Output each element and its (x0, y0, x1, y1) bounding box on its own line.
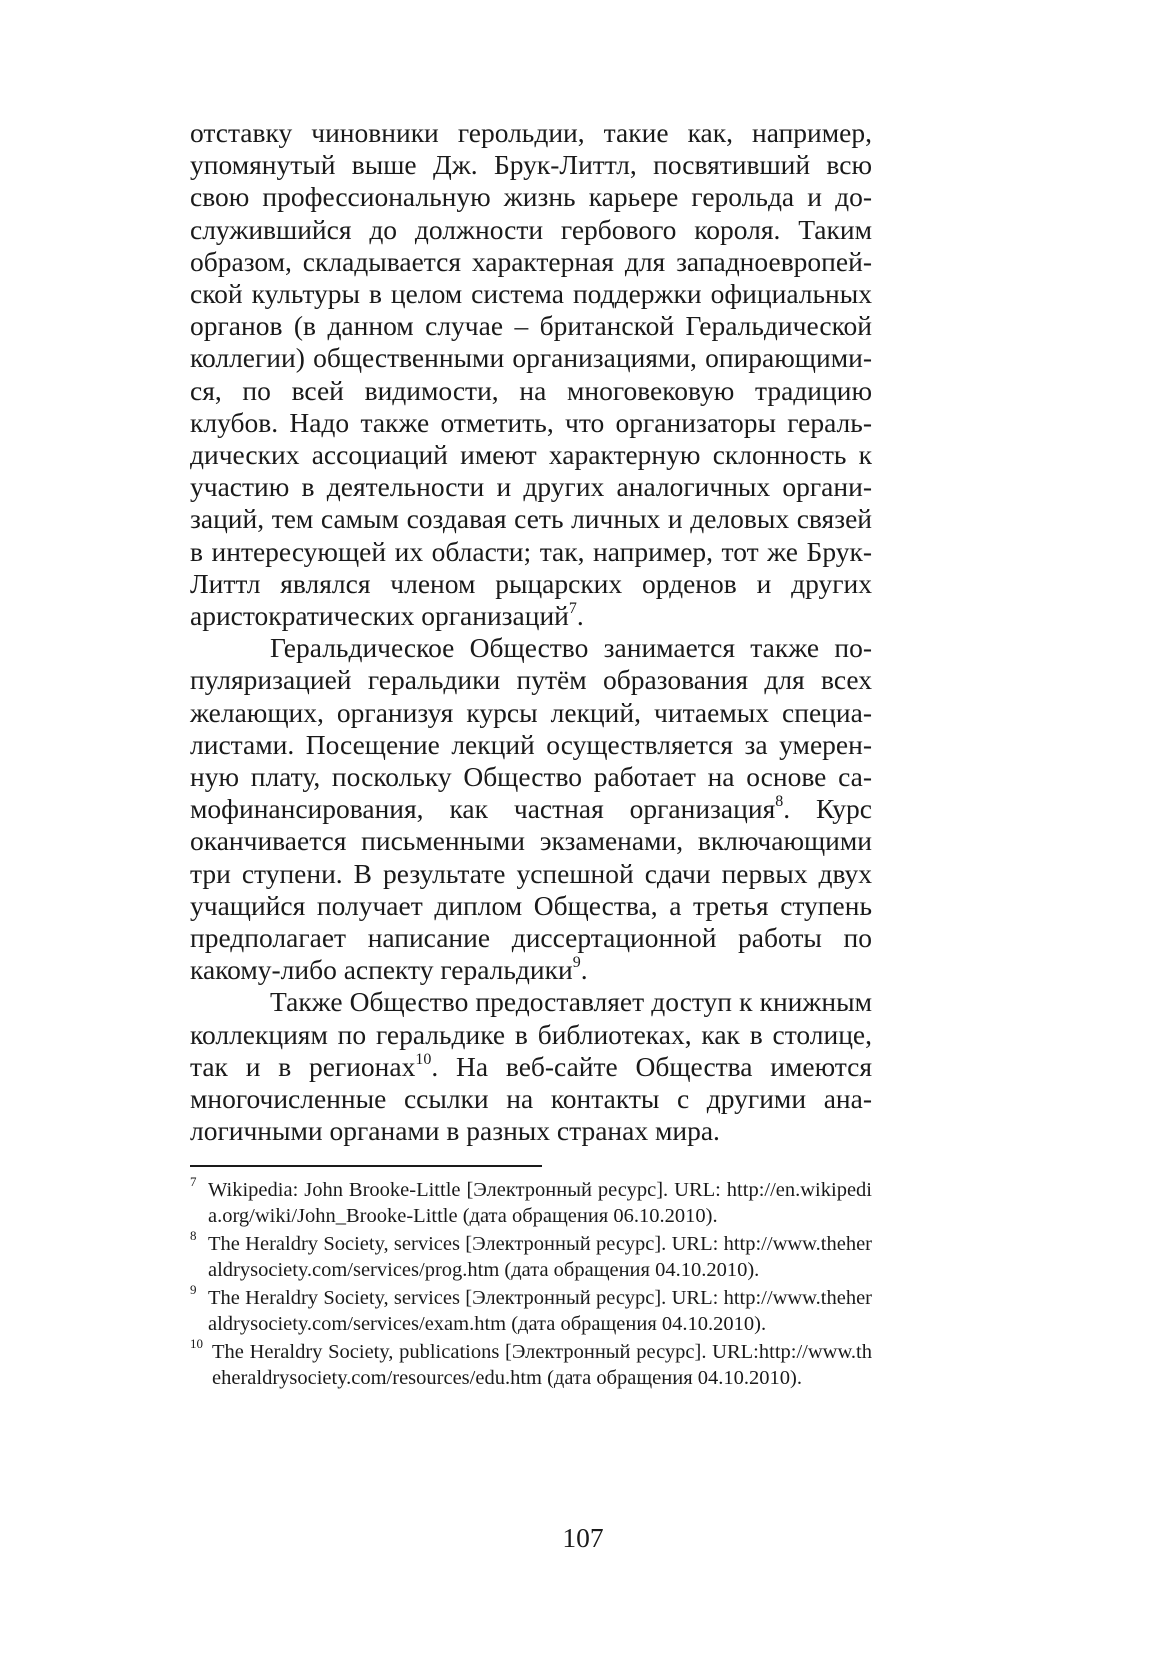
paragraph-3-text-a: Также Общество предоставляет доступ к книжным коллекциям по геральдике в библиотеках, как в столице, так и в регионах (190, 986, 872, 1082)
page-number: 107 (562, 1522, 604, 1553)
paragraph-2-tail: . (580, 954, 588, 986)
footnote-number: 9 (190, 1282, 197, 1297)
paragraph-1 (190, 117, 872, 632)
footnote-7 (190, 1174, 872, 1229)
footnotes (190, 1174, 872, 1394)
footnote-text: The Heraldry Society, services [Электронный ресурс]. URL: http://www.theheraldrysociety.com/services/prog.htm (дата обращения 04.10.2010). (208, 1233, 872, 1281)
footnote-number: 7 (190, 1174, 197, 1189)
footnote-text: Wikipedia: John Brooke-Little [Электронный ресурс]. URL: http://en.wikipedia.org/wiki/John_Brooke-Little (дата обращения 06.10.2010). (208, 1179, 872, 1227)
paragraph-1-text: отставку чиновники герольдии, такие как, например, упомянутый выше Дж. Брук-Литтл, посвятивший всю свою профессиональную жизнь карьере герольда и дослужившийся до должности гербового короля. Таким образом, складывается характерная для западноевропейской культуры в целом система поддержки официальных органов (в данном случае – британской Геральдической коллегии) общественными организациями, опирающимися, по всей видимости, на многовековую традицию клубов. Надо также отметить, что организаторы геральдических ассоциаций имеют характерную склонность к участию в деятельности и других аналогичных организаций, тем самым создавая сеть личных и деловых связей в интересующей их области; так, например, тот же Брук-Литтл являлся членом рыцарских орденов и других аристократических организаций (190, 117, 872, 632)
footnote-text: The Heraldry Society, publications [Электронный ресурс]. URL:http://www.theheraldrysociety.com/resources/edu.htm (дата обращения 04.10.2010). (212, 1341, 872, 1389)
footnote-number: 8 (190, 1228, 197, 1243)
paragraph-3 (190, 986, 872, 1147)
footnote-ref-9[interactable]: 9 (572, 954, 581, 972)
main-text (190, 117, 872, 1148)
footnote-10 (190, 1336, 872, 1391)
footnote-separator (190, 1165, 542, 1167)
paragraph-2-text-a: Геральдическое Общество занимается также популяризацией геральдики путём образования для всех желающих, организуя курсы лекций, читаемых специалистами. Посещение лекций осуществляется за умеренную плату, поскольку Общество работает на основе самофинансирования, как частная организация (190, 632, 872, 825)
footnote-number: 10 (190, 1336, 203, 1351)
paragraph-1-tail: . (576, 600, 584, 632)
paragraph-2-text-b: . Курс оканчивается письменными экзаменами, включающими три ступени. В результате успешной сдачи первых двух учащийся получает диплом Общества, а третья ступень предполагает написание диссертационной работы по какому-либо аспекту геральдики (190, 793, 872, 986)
footnote-9 (190, 1282, 872, 1337)
paragraph-2 (190, 632, 872, 986)
footnote-ref-10[interactable]: 10 (415, 1050, 432, 1068)
footnote-text: The Heraldry Society, services [Электронный ресурс]. URL: http://www.theheraldrysociety.com/services/exam.htm (дата обращения 04.10.2010). (208, 1287, 872, 1335)
footnote-ref-7[interactable]: 7 (568, 599, 577, 617)
footnote-ref-8[interactable]: 8 (775, 793, 784, 811)
paragraph-3-text-b: . На веб-сайте Общества имеются многочисленные ссылки на контакты с другими аналогичными органами в разных странах мира. (190, 1050, 872, 1147)
footnote-8 (190, 1228, 872, 1283)
